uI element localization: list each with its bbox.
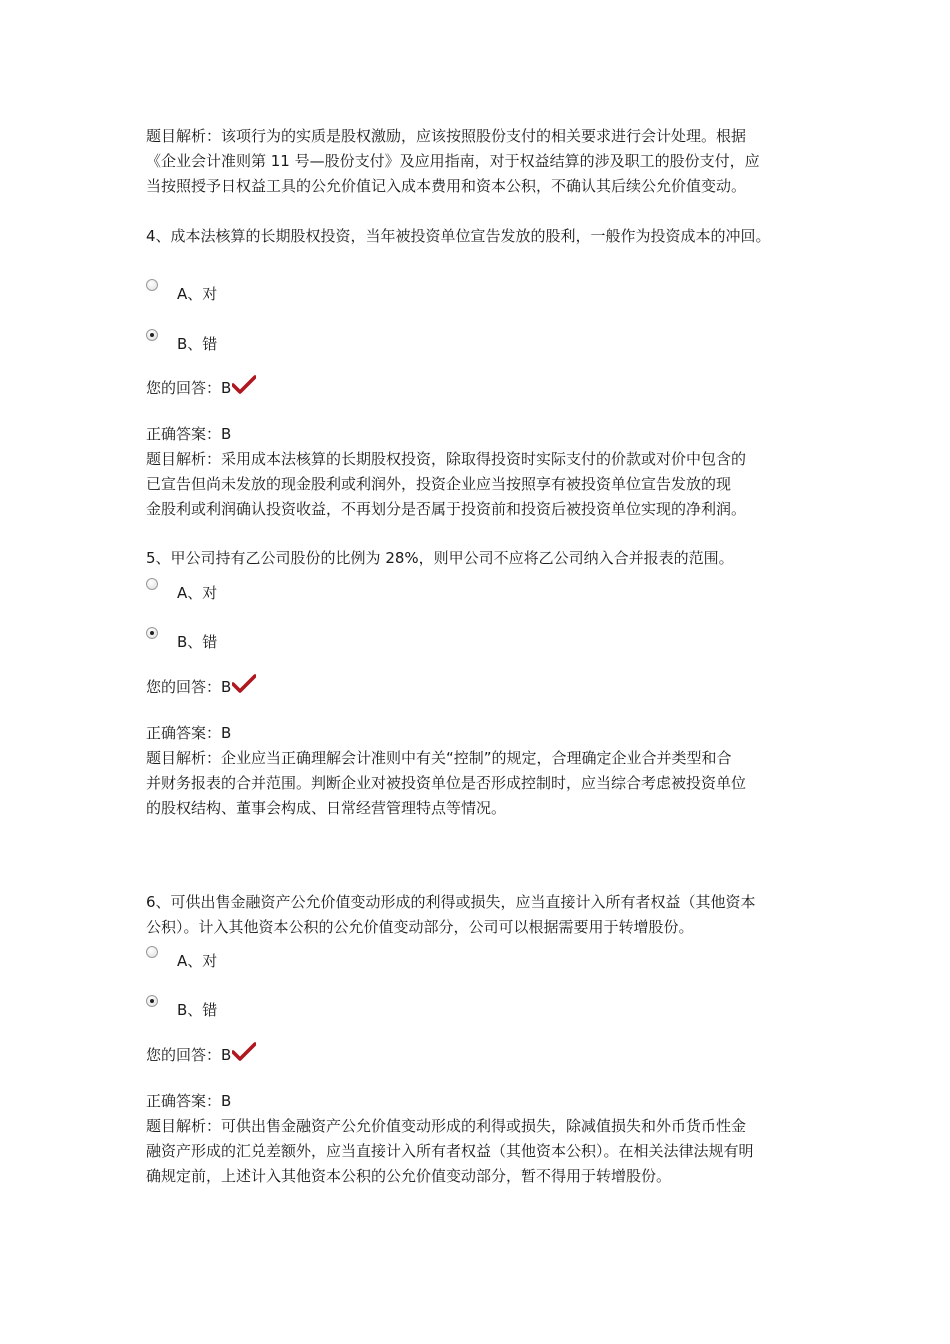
q6-question xyxy=(146,890,814,940)
q6-option-a-radio[interactable] xyxy=(146,946,158,958)
explanation-line: 融资产形成的汇兑差额外，应当直接计入所有者权益（其他资本公积）。在相关法律法规有明 xyxy=(146,1142,754,1160)
q4-question: 4、成本法核算的长期股权投资，当年被投资单位宣告发放的股利，一般作为投资成本的冲回。 xyxy=(146,227,771,245)
q5-option-a-radio[interactable] xyxy=(146,578,158,590)
explanation-line: 确规定前，上述计入其他资本公积的公允价值变动部分，暂不得用于转增股份。 xyxy=(146,1167,672,1185)
q4-explanation xyxy=(146,447,814,522)
radio-selected-dot xyxy=(150,999,154,1003)
check-mark-icon xyxy=(232,674,256,694)
q6-option-b-label[interactable]: B、错 xyxy=(177,1001,218,1019)
explanation-line: 《企业会计准则第 11 号—股份支付》及应用指南，对于权益结算的涉及职工的股份支付，应 xyxy=(146,152,760,170)
explanation-line: 当按照授予日权益工具的公允价值记入成本费用和资本公积，不确认其后续公允价值变动。 xyxy=(146,177,747,195)
q5-correct-answer: 正确答案：B xyxy=(146,724,232,742)
q4-correct-answer: 正确答案：B xyxy=(146,425,232,443)
q5-explanation xyxy=(146,746,814,821)
explanation-line: 已宣告但尚未发放的现金股利或利润外，投资企业应当按照享有被投资单位宣告发放的现 xyxy=(146,475,732,493)
q6-option-a-label[interactable]: A、对 xyxy=(177,952,218,970)
q4-option-a-label[interactable]: A、对 xyxy=(177,285,218,303)
q5-question: 5、甲公司持有乙公司股份的比例为 28%，则甲公司不应将乙公司纳入合并报表的范围。 xyxy=(146,549,734,567)
explanation-line: 题目解析：该项行为的实质是股权激励，应该按照股份支付的相关要求进行会计处理。根据 xyxy=(146,127,747,145)
explanation-line: 并财务报表的合并范围。判断企业对被投资单位是否形成控制时，应当综合考虑被投资单位 xyxy=(146,774,747,792)
q4-your-answer xyxy=(146,375,256,401)
check-mark-icon xyxy=(232,375,256,395)
q5-option-b-label[interactable]: B、错 xyxy=(177,633,218,651)
explanation-line: 的股权结构、董事会构成、日常经营管理特点等情况。 xyxy=(146,799,507,817)
explanation-line: 题目解析：采用成本法核算的长期股权投资，除取得投资时实际支付的价款或对价中包含的 xyxy=(146,450,747,468)
explanation-line: 题目解析：企业应当正确理解会计准则中有关“控制”的规定，合理确定企业合并类型和合 xyxy=(146,749,732,767)
q6-your-answer xyxy=(146,1042,256,1068)
q5-option-a-label[interactable]: A、对 xyxy=(177,584,218,602)
radio-selected-dot xyxy=(150,631,154,635)
q6-explanation xyxy=(146,1114,814,1189)
explanation-line: 金股利或利润确认投资收益，不再划分是否属于投资前和投资后被投资单位实现的净利润。 xyxy=(146,500,747,518)
q4-option-b-radio[interactable] xyxy=(146,329,158,341)
your-answer-text: 您的回答：B xyxy=(146,379,232,397)
question-line: 6、可供出售金融资产公允价值变动形成的利得或损失，应当直接计入所有者权益（其他资本 xyxy=(146,893,756,911)
q5-your-answer xyxy=(146,674,256,700)
q4-option-b-label[interactable]: B、错 xyxy=(177,335,218,353)
your-answer-text: 您的回答：B xyxy=(146,678,232,696)
explanation-line: 题目解析：可供出售金融资产公允价值变动形成的利得或损失，除减值损失和外币货币性金 xyxy=(146,1117,747,1135)
radio-selected-dot xyxy=(150,333,154,337)
question-line: 公积）。计入其他资本公积的公允价值变动部分，公司可以根据需要用于转增股份。 xyxy=(146,918,694,936)
check-mark-icon xyxy=(232,1042,256,1062)
q6-correct-answer: 正确答案：B xyxy=(146,1092,232,1110)
your-answer-text: 您的回答：B xyxy=(146,1046,232,1064)
q4-option-a-radio[interactable] xyxy=(146,279,158,291)
q3-explanation xyxy=(146,124,814,199)
q5-option-b-radio[interactable] xyxy=(146,627,158,639)
q6-option-b-radio[interactable] xyxy=(146,995,158,1007)
